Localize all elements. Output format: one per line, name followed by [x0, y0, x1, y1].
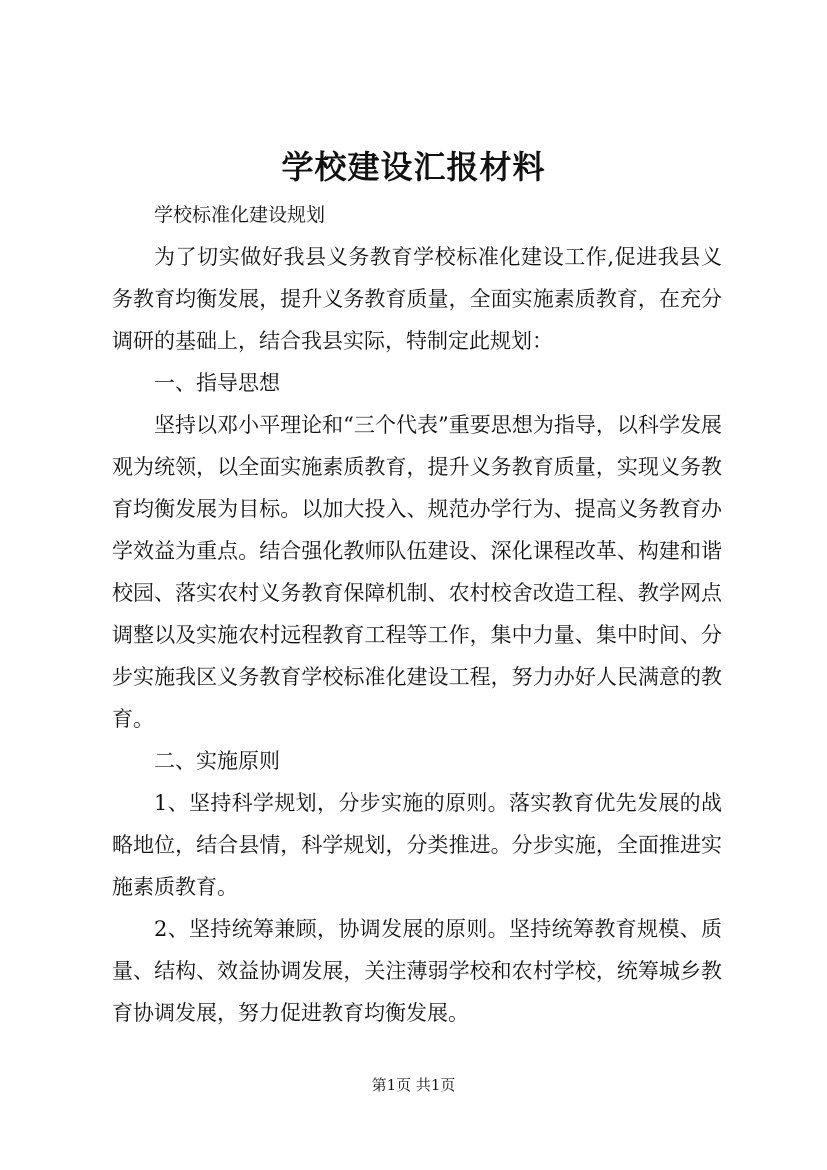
heading-implementation-principles: 二、实施原则 — [154, 749, 280, 773]
paragraph-intro: 为了切实做好我县义务教育学校标准化建设工作,促进我县义务教育均衡发展，提升义务教育质量，全面实施素质教育，在充分调研的基础上，结合我县实际，特制定此规划： — [112, 245, 722, 353]
page-title: 学校建设汇报材料 — [281, 148, 546, 186]
section-subtitle: 学校标准化建设规划 — [154, 204, 326, 226]
paragraph-principle-2: 2、坚持统筹兼顾，协调发展的原则。坚持统筹教育规模、质量、结构、效益协调发展，关注薄弱学校和农村学校，统筹城乡教育协调发展，努力促进教育均衡发展。 — [112, 917, 722, 1025]
paragraph-guiding-ideology: 坚持以邓小平理论和“三个代表”重要思想为指导，以科学发展观为统领，以全面实施素质教育，提升义务教育质量，实现义务教育均衡发展为目标。以加大投入、规范办学行为、提高义务教育办学效益为重点。结合强化教师队伍建设、深化课程改革、构建和谐校园、落实农村义务教育保障机制、农村校舍改造工程、教学网点调整以及实施农村远程教育工程等工作，集中力量、集中时间、分步实施我区义务教育学校标准化建设工程，努力办好人民满意的教育。 — [112, 413, 722, 731]
document-body — [112, 194, 722, 1034]
heading-guiding-ideology: 一、指导思想 — [154, 371, 280, 395]
paragraph-principle-1: 1、坚持科学规划，分步实施的原则。落实教育优先发展的战略地位，结合县情，科学规划，分类推进。分步实施，全面推进实施素质教育。 — [112, 791, 722, 899]
page-footer: 第1页 共1页 — [371, 1076, 456, 1094]
